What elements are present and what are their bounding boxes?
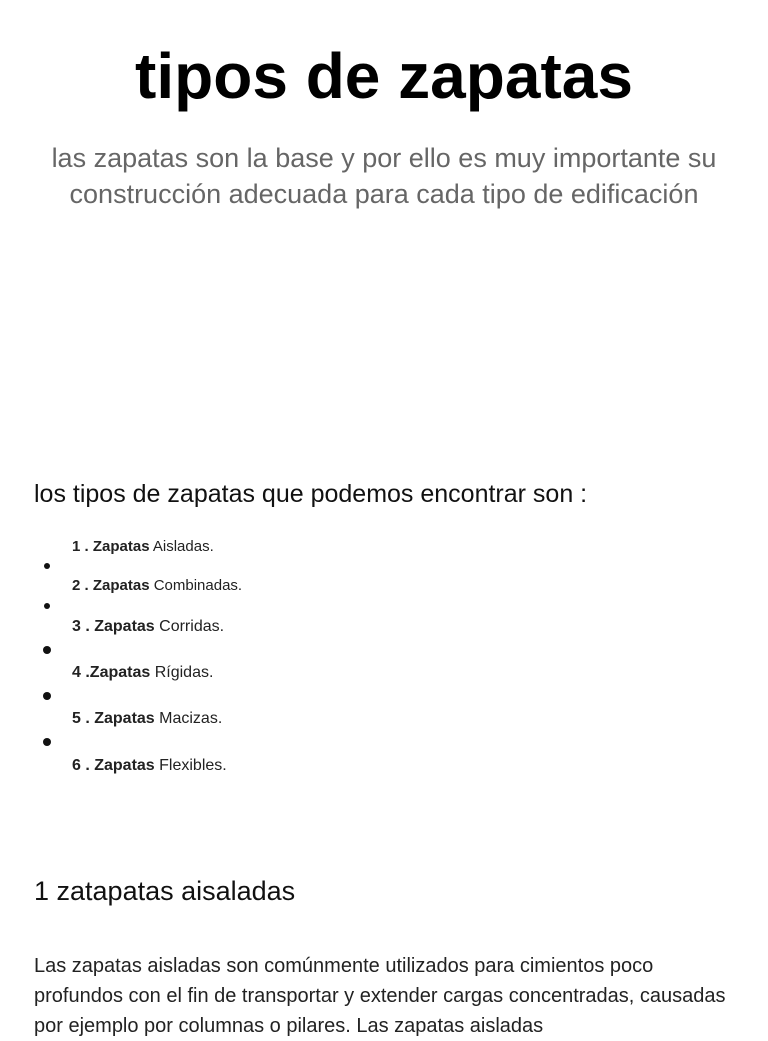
- bullet-icon: [43, 646, 51, 654]
- list-intro: los tipos de zapatas que podemos encontrar son :: [34, 480, 588, 508]
- page-subtitle: las zapatas son la base y por ello es muy importante su construcción adecuada para cada tipo de edificación: [51, 143, 717, 209]
- list-item-suffix: Rígidas.: [150, 664, 214, 681]
- page-title: tipos de zapatas: [135, 40, 633, 112]
- list-item-suffix: Combinadas.: [149, 577, 243, 594]
- list-item-prefix: 2 . Zapatas: [72, 577, 150, 594]
- list-item: [72, 709, 222, 729]
- list-item-prefix: 1 . Zapatas: [72, 538, 150, 555]
- list-item: [72, 756, 227, 776]
- bullet-icon: [43, 692, 51, 700]
- list-item-prefix: 5 . Zapatas: [72, 710, 155, 727]
- list-item: [72, 576, 242, 596]
- list-item-prefix: 3 . Zapatas: [72, 618, 155, 635]
- bullet-icon: [44, 563, 50, 569]
- list-item: [72, 663, 213, 683]
- list-item-suffix: Aisladas.: [149, 538, 214, 555]
- section-body: Las zapatas aisladas son comúnmente utilizados para cimientos poco profundos con el fin de transportar y extender cargas concentradas, causadas por ejemplo por columnas o pilares. Las zapatas aisladas: [34, 955, 726, 1037]
- list-item: [72, 617, 224, 637]
- list-item-prefix: 6 . Zapatas: [72, 757, 155, 774]
- list-item-prefix: 4 .Zapatas: [72, 664, 151, 681]
- list-item: [72, 537, 214, 557]
- list-item-suffix: Corridas.: [154, 618, 225, 635]
- section-heading: 1 zatapatas aisaladas: [34, 876, 296, 906]
- bullet-icon: [43, 738, 51, 746]
- bullet-icon: [44, 603, 50, 609]
- list-item-suffix: Macizas.: [154, 710, 223, 727]
- list-item-suffix: Flexibles.: [154, 757, 227, 774]
